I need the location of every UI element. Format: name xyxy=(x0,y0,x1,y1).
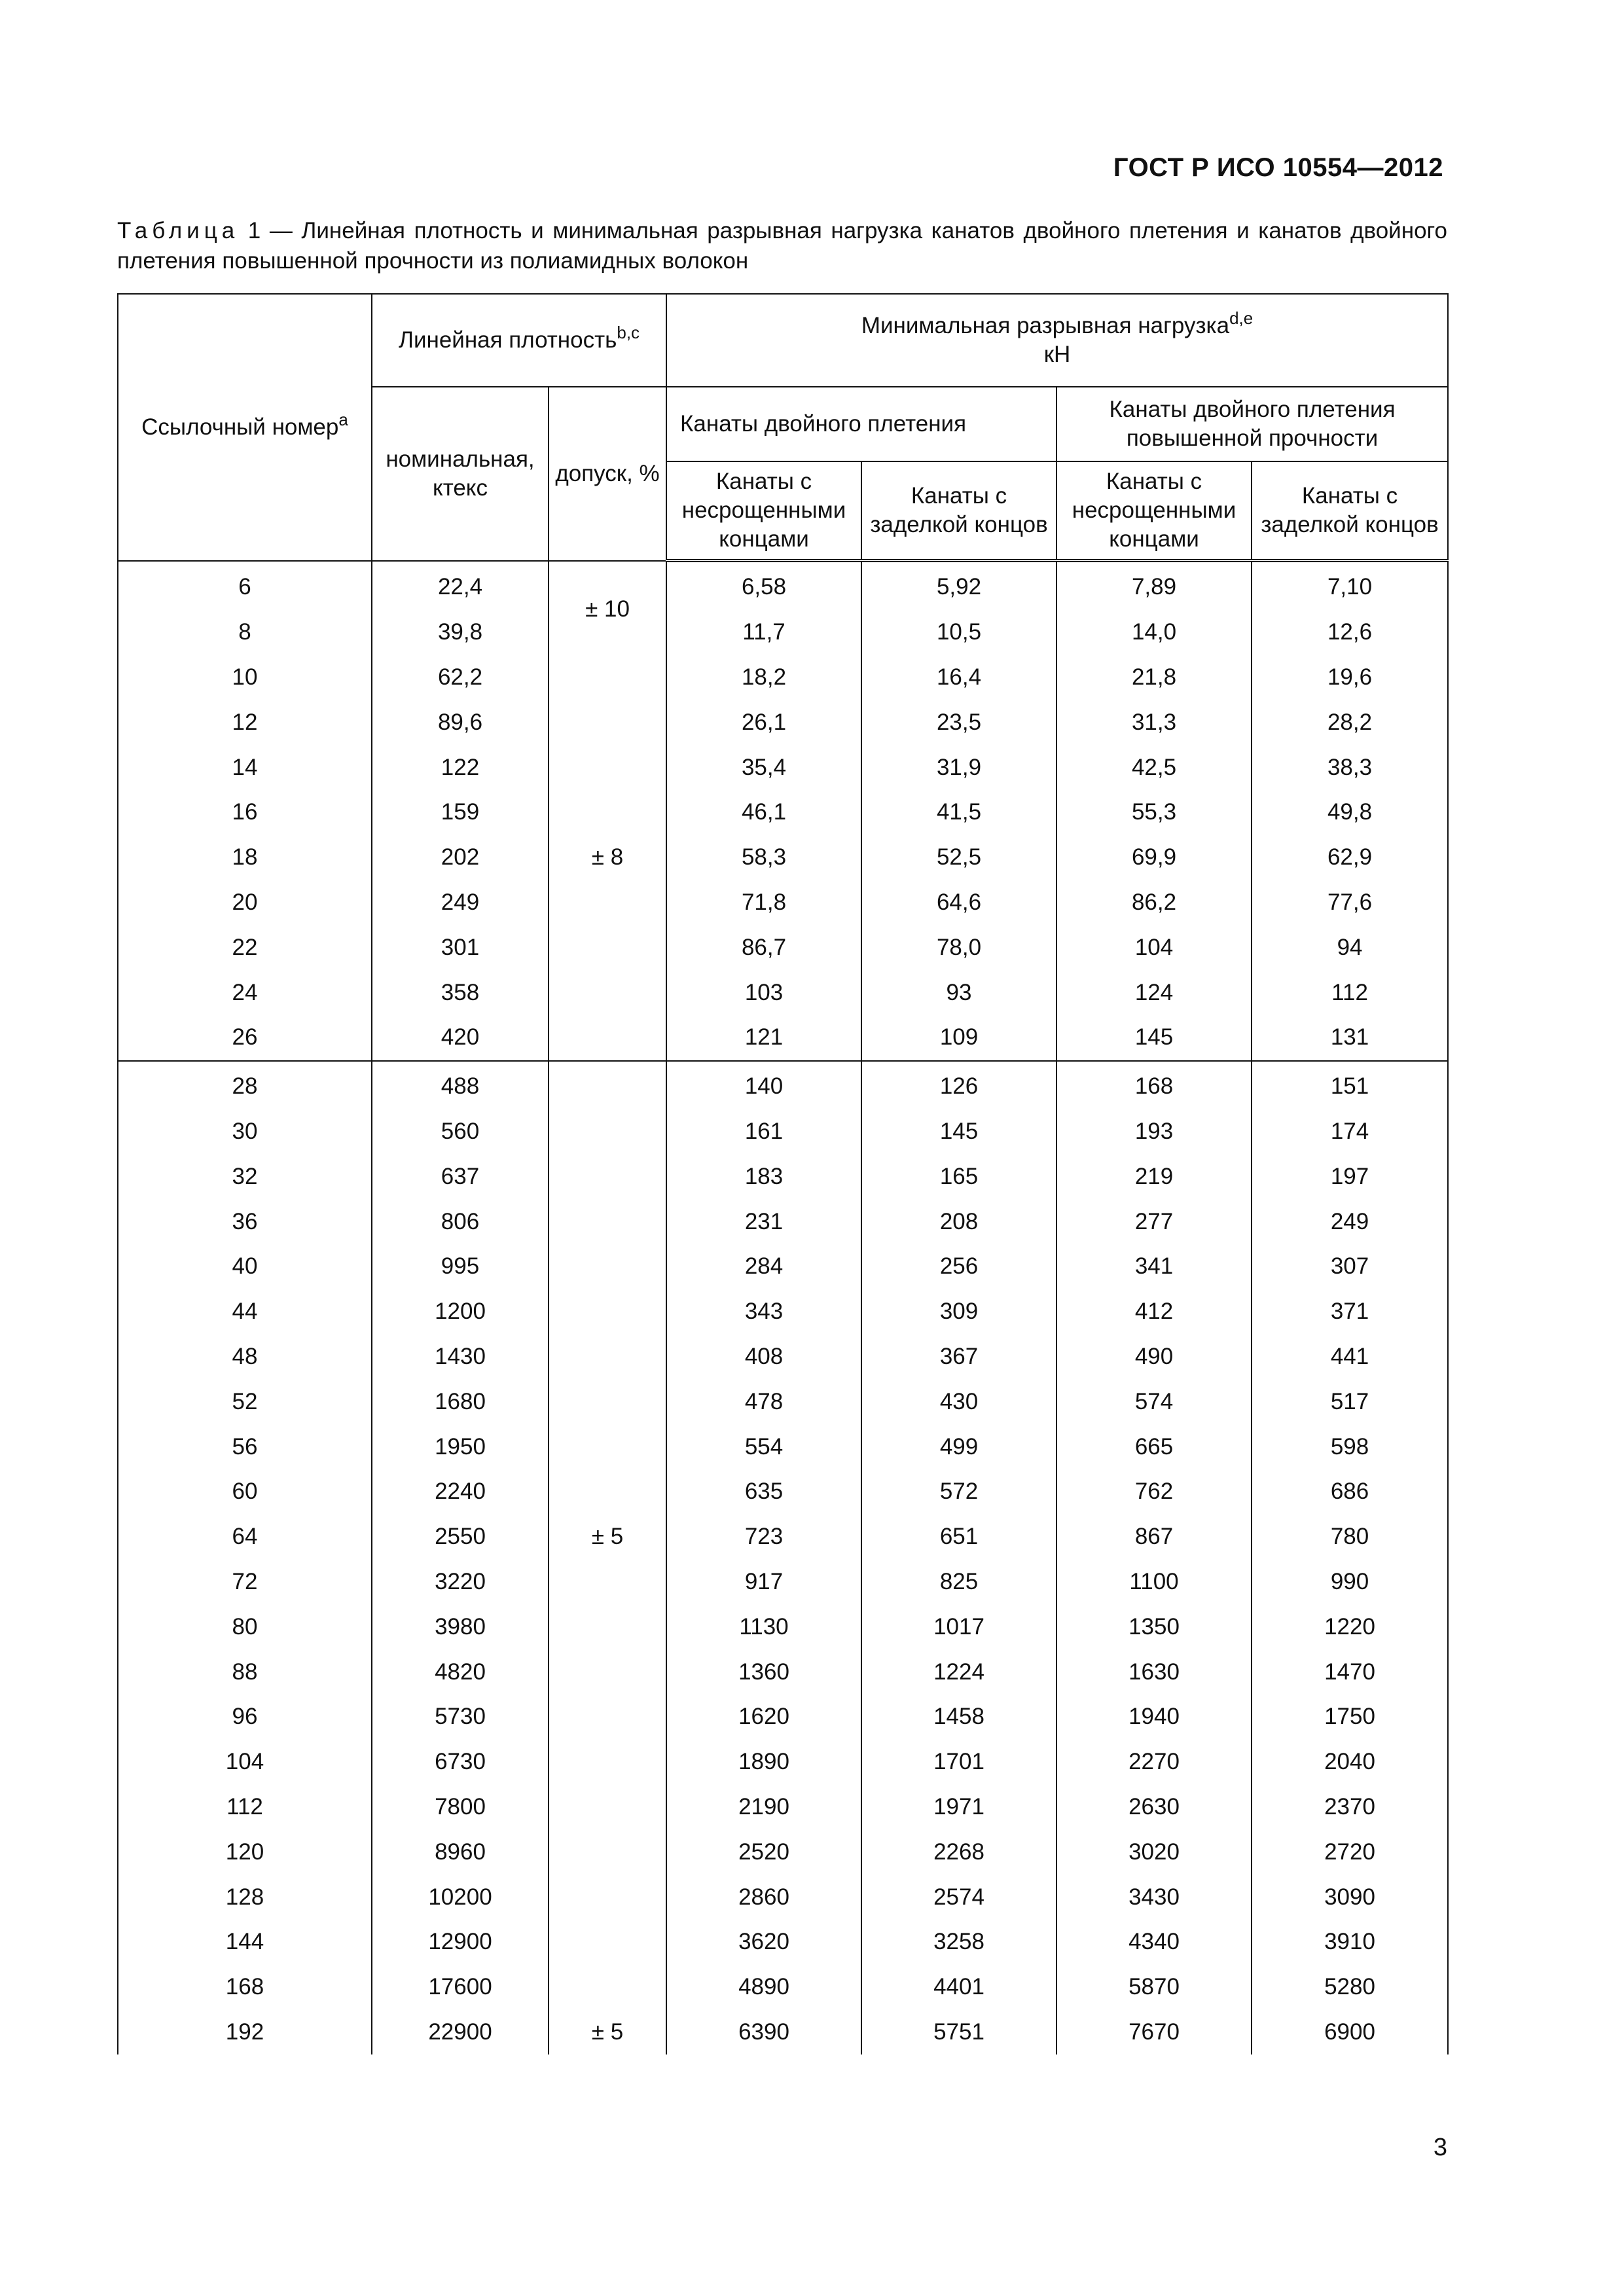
load-spliced-cell: 23,5 xyxy=(861,700,1056,745)
load-spliced-cell: 1701 xyxy=(861,1740,1056,1785)
tolerance-cell: ± 5 xyxy=(549,2010,666,2055)
caption-text: 1 — Линейная плотность и минимальная разрывная нагрузка канатов двойного плетения и канатов двойного плетения повышенной прочности из полиамидных волокон xyxy=(117,218,1447,274)
load-spliced-cell: 1458 xyxy=(861,1695,1056,1740)
nominal-density-cell: 4820 xyxy=(372,1649,549,1695)
load-hs-unspliced-cell: 341 xyxy=(1056,1244,1252,1289)
load-hs-unspliced-cell: 4340 xyxy=(1056,1920,1252,1965)
nominal-density-cell: 7800 xyxy=(372,1785,549,1830)
table-row xyxy=(118,925,1448,970)
load-spliced-cell: 5751 xyxy=(861,2010,1056,2055)
load-unspliced-cell: 1130 xyxy=(666,1604,861,1649)
table-row xyxy=(118,1695,1448,1740)
load-hs-spliced-cell: 112 xyxy=(1252,970,1448,1015)
load-hs-unspliced-cell: 55,3 xyxy=(1056,790,1252,835)
load-hs-spliced-cell: 1220 xyxy=(1252,1604,1448,1649)
table-row xyxy=(118,1829,1448,1874)
nominal-density-cell: 17600 xyxy=(372,1965,549,2010)
table-row xyxy=(118,1061,1448,1109)
table-row xyxy=(118,1289,1448,1335)
ref-number-cell: 88 xyxy=(118,1649,372,1695)
load-spliced-cell: 41,5 xyxy=(861,790,1056,835)
ref-number-cell: 6 xyxy=(118,561,372,610)
tolerance-cell: ± 10 xyxy=(549,561,666,655)
load-unspliced-cell: 554 xyxy=(666,1424,861,1469)
table-row xyxy=(118,610,1448,655)
ref-number-cell: 60 xyxy=(118,1469,372,1515)
load-hs-unspliced-cell: 145 xyxy=(1056,1015,1252,1061)
load-unspliced-cell: 723 xyxy=(666,1515,861,1560)
load-hs-unspliced-cell: 1940 xyxy=(1056,1695,1252,1740)
load-unspliced-cell: 71,8 xyxy=(666,880,861,925)
load-unspliced-cell: 284 xyxy=(666,1244,861,1289)
load-hs-spliced-cell: 5280 xyxy=(1252,1965,1448,2010)
ref-number-cell: 96 xyxy=(118,1695,372,1740)
ref-number-cell: 64 xyxy=(118,1515,372,1560)
load-unspliced-cell: 26,1 xyxy=(666,700,861,745)
table-header xyxy=(118,294,1448,561)
load-hs-unspliced-cell: 574 xyxy=(1056,1379,1252,1424)
table-row xyxy=(118,1244,1448,1289)
ref-number-cell: 120 xyxy=(118,1829,372,1874)
load-hs-spliced-cell: 94 xyxy=(1252,925,1448,970)
load-hs-spliced-cell: 1470 xyxy=(1252,1649,1448,1695)
ref-number-cell: 44 xyxy=(118,1289,372,1335)
ref-number-cell: 24 xyxy=(118,970,372,1015)
load-hs-spliced-cell: 307 xyxy=(1252,1244,1448,1289)
load-spliced-cell: 256 xyxy=(861,1244,1056,1289)
nominal-density-cell: 22,4 xyxy=(372,561,549,610)
load-spliced-cell: 5,92 xyxy=(861,561,1056,610)
load-spliced-cell: 651 xyxy=(861,1515,1056,1560)
load-spliced-cell: 10,5 xyxy=(861,610,1056,655)
load-hs-spliced-cell: 3910 xyxy=(1252,1920,1448,1965)
load-hs-unspliced-cell: 7,89 xyxy=(1056,561,1252,610)
table-body xyxy=(118,561,1448,2055)
ref-number-cell: 52 xyxy=(118,1379,372,1424)
load-hs-unspliced-cell: 168 xyxy=(1056,1061,1252,1109)
ref-number-cell: 18 xyxy=(118,835,372,880)
ref-number-cell: 56 xyxy=(118,1424,372,1469)
load-hs-unspliced-cell: 2630 xyxy=(1056,1785,1252,1830)
load-hs-unspliced-cell: 7670 xyxy=(1056,2010,1252,2055)
nominal-density-cell: 637 xyxy=(372,1154,549,1199)
load-hs-spliced-cell: 3090 xyxy=(1252,1874,1448,1920)
load-hs-spliced-cell: 38,3 xyxy=(1252,745,1448,790)
table-row xyxy=(118,1649,1448,1695)
header-hs-spliced: Канаты с заделкой концов xyxy=(1252,461,1448,561)
load-spliced-cell: 3258 xyxy=(861,1920,1056,1965)
table-row xyxy=(118,1874,1448,1920)
load-hs-spliced-cell: 151 xyxy=(1252,1061,1448,1109)
page-number: 3 xyxy=(1433,2134,1447,2161)
load-hs-unspliced-cell: 3430 xyxy=(1056,1874,1252,1920)
nominal-density-cell: 1200 xyxy=(372,1289,549,1335)
nominal-density-cell: 1430 xyxy=(372,1335,549,1380)
table-row xyxy=(118,1469,1448,1515)
load-unspliced-cell: 58,3 xyxy=(666,835,861,880)
load-unspliced-cell: 2860 xyxy=(666,1874,861,1920)
table-row xyxy=(118,1379,1448,1424)
load-unspliced-cell: 1620 xyxy=(666,1695,861,1740)
load-spliced-cell: 2574 xyxy=(861,1874,1056,1920)
load-hs-unspliced-cell: 86,2 xyxy=(1056,880,1252,925)
header-nominal: номинальная, ктекс xyxy=(372,387,549,561)
load-hs-spliced-cell: 12,6 xyxy=(1252,610,1448,655)
load-hs-spliced-cell: 1750 xyxy=(1252,1695,1448,1740)
table-row xyxy=(118,655,1448,700)
tolerance-cell: ± 8 xyxy=(549,655,666,1061)
load-unspliced-cell: 6,58 xyxy=(666,561,861,610)
load-hs-spliced-cell: 28,2 xyxy=(1252,700,1448,745)
load-hs-unspliced-cell: 3020 xyxy=(1056,1829,1252,1874)
load-spliced-cell: 430 xyxy=(861,1379,1056,1424)
load-hs-unspliced-cell: 490 xyxy=(1056,1335,1252,1380)
table-row xyxy=(118,1604,1448,1649)
table-row xyxy=(118,745,1448,790)
load-spliced-cell: 1017 xyxy=(861,1604,1056,1649)
header-min-load: Минимальная разрывная нагрузка$^{d,e}$ кН xyxy=(666,294,1448,387)
table-row xyxy=(118,1560,1448,1605)
nominal-density-cell: 5730 xyxy=(372,1695,549,1740)
table-row xyxy=(118,1109,1448,1155)
document-code: ГОСТ Р ИСО 10554—2012 xyxy=(1113,153,1443,182)
ref-number-cell: 80 xyxy=(118,1604,372,1649)
ref-number-cell: 104 xyxy=(118,1740,372,1785)
load-hs-spliced-cell: 77,6 xyxy=(1252,880,1448,925)
load-hs-unspliced-cell: 124 xyxy=(1056,970,1252,1015)
nominal-density-cell: 1680 xyxy=(372,1379,549,1424)
load-hs-unspliced-cell: 14,0 xyxy=(1056,610,1252,655)
nominal-density-cell: 2240 xyxy=(372,1469,549,1515)
load-hs-spliced-cell: 780 xyxy=(1252,1515,1448,1560)
nominal-density-cell: 249 xyxy=(372,880,549,925)
load-unspliced-cell: 35,4 xyxy=(666,745,861,790)
table-row xyxy=(118,1199,1448,1244)
load-hs-unspliced-cell: 193 xyxy=(1056,1109,1252,1155)
load-unspliced-cell: 478 xyxy=(666,1379,861,1424)
load-hs-spliced-cell: 197 xyxy=(1252,1154,1448,1199)
ref-number-cell: 48 xyxy=(118,1335,372,1380)
load-spliced-cell: 1971 xyxy=(861,1785,1056,1830)
load-unspliced-cell: 6390 xyxy=(666,2010,861,2055)
load-unspliced-cell: 917 xyxy=(666,1560,861,1605)
nominal-density-cell: 12900 xyxy=(372,1920,549,1965)
nominal-density-cell: 8960 xyxy=(372,1829,549,1874)
table-row xyxy=(118,561,1448,610)
load-hs-spliced-cell: 598 xyxy=(1252,1424,1448,1469)
nominal-density-cell: 89,6 xyxy=(372,700,549,745)
ref-number-cell: 168 xyxy=(118,1965,372,2010)
ref-number-cell: 36 xyxy=(118,1199,372,1244)
header-unspliced: Канаты с несрощенными концами xyxy=(666,461,861,561)
table-row xyxy=(118,1015,1448,1061)
load-hs-unspliced-cell: 219 xyxy=(1056,1154,1252,1199)
table-row xyxy=(118,835,1448,880)
load-hs-spliced-cell: 686 xyxy=(1252,1469,1448,1515)
ref-number-cell: 112 xyxy=(118,1785,372,1830)
ref-number-cell: 26 xyxy=(118,1015,372,1061)
load-spliced-cell: 145 xyxy=(861,1109,1056,1155)
nominal-density-cell: 122 xyxy=(372,745,549,790)
table-caption xyxy=(117,216,1447,276)
load-hs-unspliced-cell: 2270 xyxy=(1056,1740,1252,1785)
ref-number-cell: 30 xyxy=(118,1109,372,1155)
load-hs-unspliced-cell: 1350 xyxy=(1056,1604,1252,1649)
table-row xyxy=(118,1785,1448,1830)
nominal-density-cell: 420 xyxy=(372,1015,549,1061)
load-spliced-cell: 572 xyxy=(861,1469,1056,1515)
ref-number-cell: 144 xyxy=(118,1920,372,1965)
ref-number-cell: 10 xyxy=(118,655,372,700)
nominal-density-cell: 22900 xyxy=(372,2010,549,2055)
load-hs-spliced-cell: 174 xyxy=(1252,1109,1448,1155)
nominal-density-cell: 39,8 xyxy=(372,610,549,655)
load-spliced-cell: 367 xyxy=(861,1335,1056,1380)
table-row xyxy=(118,970,1448,1015)
load-hs-unspliced-cell: 1630 xyxy=(1056,1649,1252,1695)
load-spliced-cell: 93 xyxy=(861,970,1056,1015)
nominal-density-cell: 202 xyxy=(372,835,549,880)
load-hs-unspliced-cell: 104 xyxy=(1056,925,1252,970)
load-hs-unspliced-cell: 277 xyxy=(1056,1199,1252,1244)
load-hs-spliced-cell: 19,6 xyxy=(1252,655,1448,700)
nominal-density-cell: 3220 xyxy=(372,1560,549,1605)
load-spliced-cell: 31,9 xyxy=(861,745,1056,790)
load-hs-spliced-cell: 990 xyxy=(1252,1560,1448,1605)
load-unspliced-cell: 343 xyxy=(666,1289,861,1335)
load-spliced-cell: 4401 xyxy=(861,1965,1056,2010)
load-hs-unspliced-cell: 5870 xyxy=(1056,1965,1252,2010)
nominal-density-cell: 358 xyxy=(372,970,549,1015)
load-spliced-cell: 126 xyxy=(861,1061,1056,1109)
load-hs-spliced-cell: 249 xyxy=(1252,1199,1448,1244)
nominal-density-cell: 806 xyxy=(372,1199,549,1244)
load-spliced-cell: 64,6 xyxy=(861,880,1056,925)
load-unspliced-cell: 1360 xyxy=(666,1649,861,1695)
ref-number-cell: 8 xyxy=(118,610,372,655)
load-unspliced-cell: 3620 xyxy=(666,1920,861,1965)
load-hs-unspliced-cell: 42,5 xyxy=(1056,745,1252,790)
table-row xyxy=(118,1965,1448,2010)
tolerance-cell: ± 5 xyxy=(549,1061,666,2010)
load-hs-spliced-cell: 2040 xyxy=(1252,1740,1448,1785)
load-spliced-cell: 499 xyxy=(861,1424,1056,1469)
load-spliced-cell: 109 xyxy=(861,1015,1056,1061)
load-hs-unspliced-cell: 665 xyxy=(1056,1424,1252,1469)
ref-number-cell: 128 xyxy=(118,1874,372,1920)
header-linear-density: Линейная плотность$^{b,c}$ xyxy=(372,294,666,387)
load-hs-spliced-cell: 49,8 xyxy=(1252,790,1448,835)
load-spliced-cell: 1224 xyxy=(861,1649,1056,1695)
load-spliced-cell: 825 xyxy=(861,1560,1056,1605)
load-unspliced-cell: 121 xyxy=(666,1015,861,1061)
ref-number-cell: 72 xyxy=(118,1560,372,1605)
ref-number-cell: 14 xyxy=(118,745,372,790)
ref-number-cell: 22 xyxy=(118,925,372,970)
header-spliced: Канаты с заделкой концов xyxy=(861,461,1056,561)
load-hs-spliced-cell: 371 xyxy=(1252,1289,1448,1335)
data-table xyxy=(117,293,1449,2054)
load-hs-spliced-cell: 441 xyxy=(1252,1335,1448,1380)
ref-number-cell: 28 xyxy=(118,1061,372,1109)
table-row xyxy=(118,1154,1448,1199)
nominal-density-cell: 159 xyxy=(372,790,549,835)
header-ref-number: Ссылочный номер$^a$ xyxy=(118,294,372,561)
table-row xyxy=(118,1424,1448,1469)
table-row xyxy=(118,1920,1448,1965)
header-hs-unspliced: Канаты с несрощенными концами xyxy=(1056,461,1252,561)
load-unspliced-cell: 2520 xyxy=(666,1829,861,1874)
nominal-density-cell: 995 xyxy=(372,1244,549,1289)
load-unspliced-cell: 4890 xyxy=(666,1965,861,2010)
ref-number-cell: 20 xyxy=(118,880,372,925)
load-hs-spliced-cell: 62,9 xyxy=(1252,835,1448,880)
load-unspliced-cell: 1890 xyxy=(666,1740,861,1785)
load-hs-spliced-cell: 2370 xyxy=(1252,1785,1448,1830)
nominal-density-cell: 6730 xyxy=(372,1740,549,1785)
nominal-density-cell: 62,2 xyxy=(372,655,549,700)
header-double-braid: Канаты двойного плетения xyxy=(666,387,1056,461)
load-spliced-cell: 2268 xyxy=(861,1829,1056,1874)
nominal-density-cell: 301 xyxy=(372,925,549,970)
table-row xyxy=(118,1515,1448,1560)
table-row xyxy=(118,1335,1448,1380)
load-hs-spliced-cell: 131 xyxy=(1252,1015,1448,1061)
table-row xyxy=(118,2010,1448,2055)
load-hs-unspliced-cell: 21,8 xyxy=(1056,655,1252,700)
ref-number-cell: 12 xyxy=(118,700,372,745)
ref-number-cell: 40 xyxy=(118,1244,372,1289)
load-hs-unspliced-cell: 1100 xyxy=(1056,1560,1252,1605)
nominal-density-cell: 3980 xyxy=(372,1604,549,1649)
table-row xyxy=(118,700,1448,745)
load-unspliced-cell: 86,7 xyxy=(666,925,861,970)
ref-number-cell: 192 xyxy=(118,2010,372,2055)
caption-label: Таблица xyxy=(117,218,240,243)
load-unspliced-cell: 161 xyxy=(666,1109,861,1155)
load-hs-unspliced-cell: 69,9 xyxy=(1056,835,1252,880)
ref-number-cell: 32 xyxy=(118,1154,372,1199)
load-spliced-cell: 52,5 xyxy=(861,835,1056,880)
load-hs-unspliced-cell: 412 xyxy=(1056,1289,1252,1335)
header-tolerance: допуск, % xyxy=(549,387,666,561)
load-unspliced-cell: 140 xyxy=(666,1061,861,1109)
nominal-density-cell: 488 xyxy=(372,1061,549,1109)
nominal-density-cell: 1950 xyxy=(372,1424,549,1469)
load-spliced-cell: 16,4 xyxy=(861,655,1056,700)
load-unspliced-cell: 183 xyxy=(666,1154,861,1199)
table-row xyxy=(118,790,1448,835)
load-hs-unspliced-cell: 31,3 xyxy=(1056,700,1252,745)
load-spliced-cell: 208 xyxy=(861,1199,1056,1244)
load-hs-spliced-cell: 2720 xyxy=(1252,1829,1448,1874)
table-row xyxy=(118,1740,1448,1785)
load-hs-unspliced-cell: 762 xyxy=(1056,1469,1252,1515)
table-row xyxy=(118,880,1448,925)
load-unspliced-cell: 46,1 xyxy=(666,790,861,835)
load-unspliced-cell: 408 xyxy=(666,1335,861,1380)
load-spliced-cell: 78,0 xyxy=(861,925,1056,970)
load-unspliced-cell: 11,7 xyxy=(666,610,861,655)
nominal-density-cell: 2550 xyxy=(372,1515,549,1560)
load-unspliced-cell: 2190 xyxy=(666,1785,861,1830)
load-hs-unspliced-cell: 867 xyxy=(1056,1515,1252,1560)
load-spliced-cell: 165 xyxy=(861,1154,1056,1199)
load-unspliced-cell: 635 xyxy=(666,1469,861,1515)
load-hs-spliced-cell: 517 xyxy=(1252,1379,1448,1424)
load-hs-spliced-cell: 7,10 xyxy=(1252,561,1448,610)
load-unspliced-cell: 18,2 xyxy=(666,655,861,700)
load-hs-spliced-cell: 6900 xyxy=(1252,2010,1448,2055)
load-spliced-cell: 309 xyxy=(861,1289,1056,1335)
nominal-density-cell: 10200 xyxy=(372,1874,549,1920)
load-unspliced-cell: 231 xyxy=(666,1199,861,1244)
load-unspliced-cell: 103 xyxy=(666,970,861,1015)
ref-number-cell: 16 xyxy=(118,790,372,835)
header-double-braid-high-strength: Канаты двойного плетения повышенной прочности xyxy=(1056,387,1448,461)
nominal-density-cell: 560 xyxy=(372,1109,549,1155)
